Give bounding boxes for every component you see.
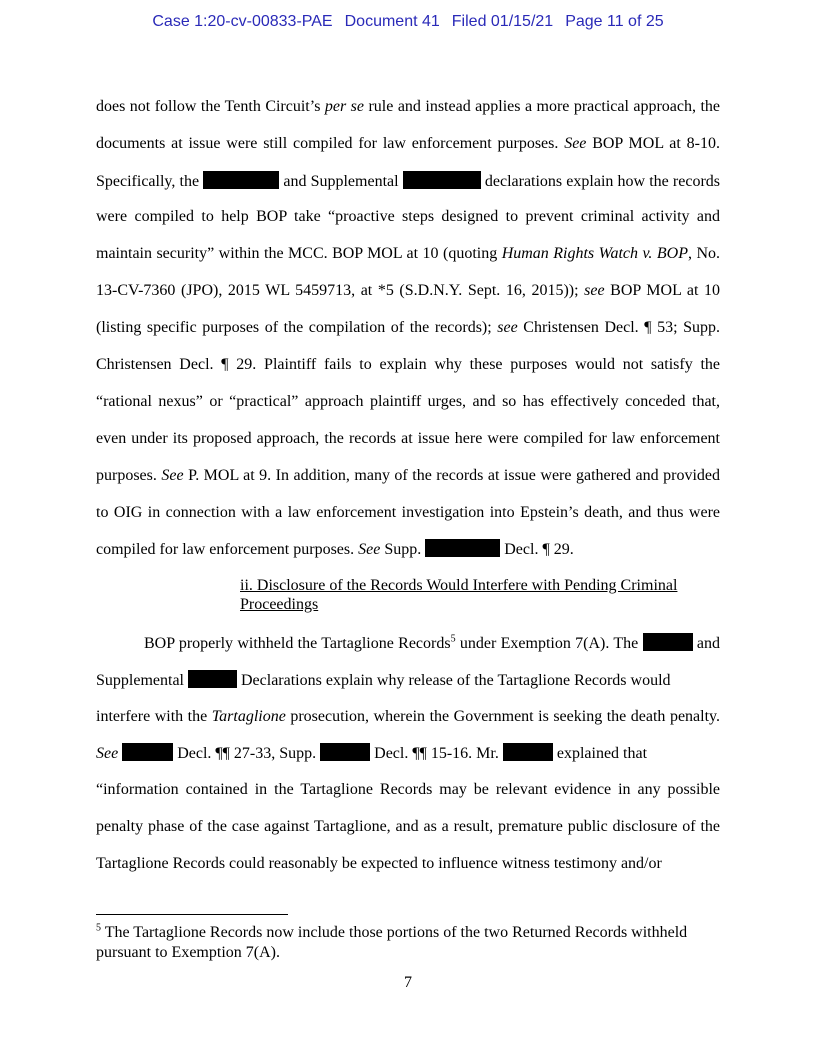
page-number: 7 [404,974,412,991]
footnote [96,923,720,963]
footnote-ref: 5 [450,633,456,645]
body-line: even under its proposed approach, the records at issue here were compiled for law enforcement [96,430,720,447]
body-line: Supplemental Declarations explain why release of the Tartaglione Records would [96,672,671,689]
redaction-box [320,743,370,761]
body-line: “information contained in the Tartaglione Records may be relevant evidence in any possible [96,781,720,798]
redaction-box [188,670,237,688]
document-number: Document 41 [344,13,440,30]
body-line: maintain security” within the MCC. BOP MOL at 10 (quoting Human Rights Watch v. BOP, No. [96,245,721,262]
redaction-box [425,539,500,557]
redaction-box [203,171,279,189]
section-heading: ii. Disclosure of the Records Would Interfere with Pending Criminal Proceedings [240,577,678,613]
body-line: Christensen Decl. ¶ 29. Plaintiff fails to explain why these purposes would not satisfy the [96,356,720,373]
case-number: Case 1:20-cv-00833-PAE [152,13,333,30]
body-line: Specifically, the and Supplemental declarations explain how the records [96,173,720,190]
page-count: Page 11 of 25 [565,13,664,30]
case-header [0,13,816,31]
footnote-text: The Tartaglione Records now include those portions of the two Returned Records withheld pursuant to Exemption 7(A). [96,924,688,961]
body-line: interfere with the Tartaglione prosecution, wherein the Government is seeking the death penalty. [96,708,721,725]
body-line: Tartaglione Records could reasonably be expected to influence witness testimony and/or [96,855,662,872]
redaction-box [403,171,481,189]
body-line: were compiled to help BOP take “proactive steps designed to prevent criminal activity and [96,208,720,225]
redaction-box [643,633,693,651]
redaction-box [503,743,553,761]
body-line: compiled for law enforcement purposes. See Supp. Decl. ¶ 29. [96,541,574,558]
footnote-divider [96,914,288,915]
filed-date: Filed 01/15/21 [451,13,554,30]
redaction-box [122,743,173,761]
footnote-mark: 5 [96,922,101,934]
body-line: documents at issue were still compiled for law enforcement purposes. See BOP MOL at 8-10. [96,135,720,152]
body-line: BOP properly withheld the Tartaglione Records$^5$ under Exemption 7(A). The and [144,633,721,652]
body-line: to OIG in connection with a law enforcement investigation into Epstein’s death, and thus were [96,504,720,521]
body-line: penalty phase of the case against Tartaglione, and as a result, premature public disclosure of the [96,818,720,835]
body-line: (listing specific purposes of the compilation of the records); see Christensen Decl. ¶ 53; Supp. [96,319,720,336]
body-line: 13-CV-7360 (JPO), 2015 WL 5459713, at *5 (S.D.N.Y. Sept. 16, 2015)); see BOP MOL at 10 [96,282,720,299]
body-line: “rational nexus” or “practical” approach plaintiff urges, and so has effectively conceded that, [96,393,720,410]
body-line: does not follow the Tenth Circuit’s per se rule and instead applies a more practical approach, the [96,98,721,115]
body-line: purposes. See P. MOL at 9. In addition, many of the records at issue were gathered and provided [96,467,720,484]
body-line: See Decl. ¶¶ 27-33, Supp. Decl. ¶¶ 15-16. Mr. explained that [96,745,648,762]
